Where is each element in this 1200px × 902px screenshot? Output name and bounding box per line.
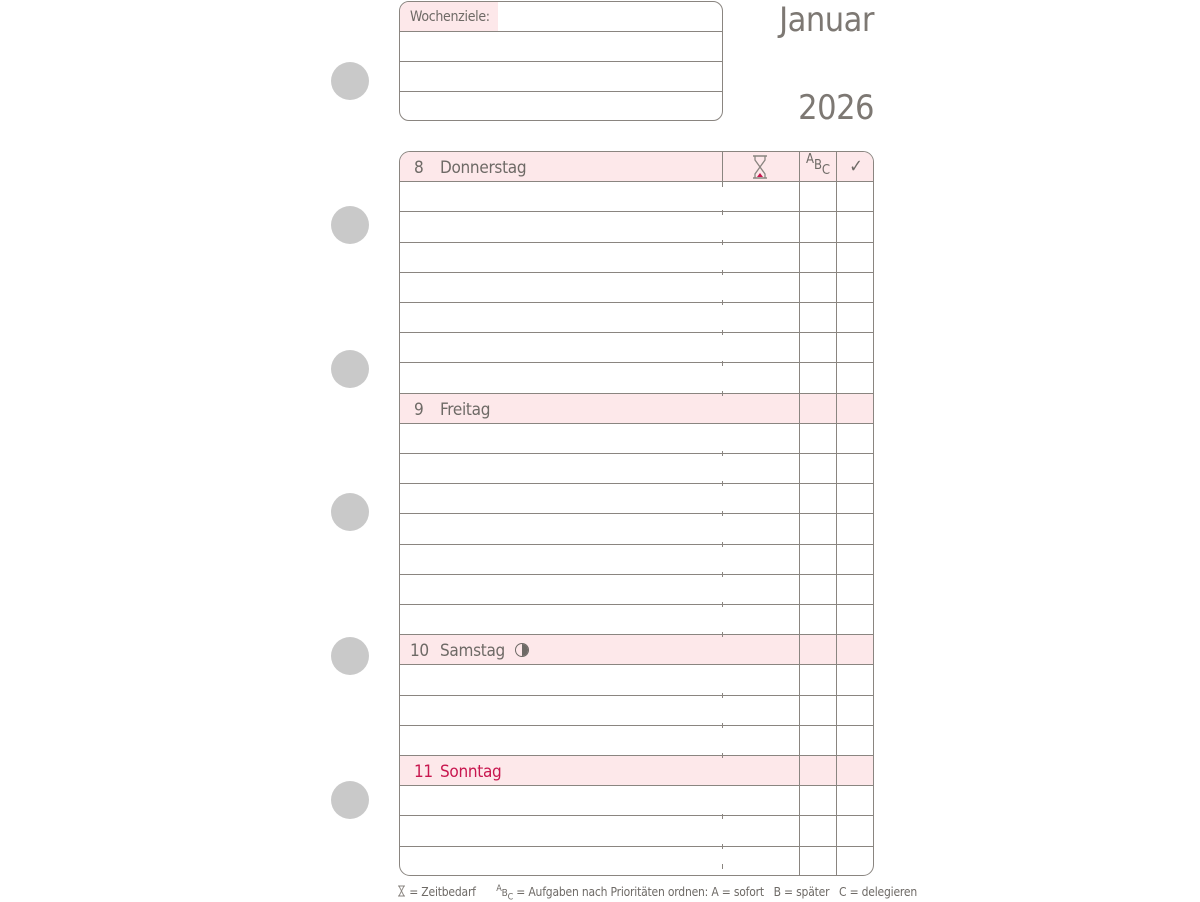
- day-name: Freitag: [440, 399, 491, 420]
- goals-row: [400, 62, 722, 92]
- time-tick: [722, 300, 723, 305]
- time-column-divider: [722, 152, 723, 187]
- time-tick: [722, 753, 723, 758]
- entry-row: [400, 182, 873, 212]
- day-name: Sonntag: [440, 762, 502, 782]
- time-tick: [722, 270, 723, 275]
- punch-hole-1: [331, 62, 369, 100]
- entry-row: [400, 847, 873, 876]
- half-moon-icon: [515, 643, 529, 657]
- entry-row: [400, 514, 873, 544]
- time-tick: [722, 361, 723, 366]
- priority-label-c: C: [821, 163, 830, 178]
- entry-row: [400, 212, 873, 242]
- month-title: Januar: [779, 0, 874, 40]
- priority-column-divider: [799, 152, 800, 875]
- time-tick: [722, 602, 723, 607]
- time-tick: [722, 864, 723, 869]
- goals-row: [400, 32, 722, 62]
- day-number: 10: [410, 641, 429, 662]
- time-tick: [722, 542, 723, 547]
- entry-row: [400, 363, 873, 393]
- day-name: Donnerstag: [440, 158, 527, 178]
- entry-row: [400, 665, 873, 695]
- legend-footer: [397, 884, 917, 902]
- day-name: Samstag: [440, 641, 505, 662]
- year-title: 2026: [798, 88, 874, 128]
- entry-row: [400, 273, 873, 303]
- legend-prio-text: = Aufgaben nach Prioritäten ordnen: A = sofort B = später C = delegieren: [516, 885, 917, 899]
- priority-label-a: A: [806, 152, 815, 167]
- weekly-goals-label: Wochenziele:: [400, 2, 498, 31]
- punch-hole-3: [331, 350, 369, 388]
- done-column-divider: [836, 152, 837, 875]
- day-number: 9: [414, 399, 424, 420]
- day-number: 8: [414, 158, 424, 178]
- entry-row: [400, 786, 873, 816]
- weekly-goals-box: [399, 1, 723, 121]
- priority-abc-header: [800, 152, 836, 182]
- entry-row: [400, 816, 873, 846]
- day-number: 11: [414, 762, 433, 782]
- entry-row: [400, 605, 873, 635]
- time-tick: [722, 632, 723, 637]
- entry-row: [400, 484, 873, 514]
- time-tick: [722, 330, 723, 335]
- punch-hole-6: [331, 781, 369, 819]
- hourglass-icon: [745, 152, 775, 182]
- entry-row: [400, 575, 873, 605]
- time-tick: [722, 844, 723, 849]
- time-tick: [722, 723, 723, 728]
- entry-row: [400, 303, 873, 333]
- legend-prio-c: C: [507, 892, 514, 902]
- priority-label-b: B: [814, 158, 822, 173]
- time-tick: [722, 572, 723, 577]
- time-tick: [722, 451, 723, 456]
- day-name-with-moon: [440, 635, 529, 667]
- time-tick: [722, 481, 723, 486]
- hourglass-icon: [397, 885, 406, 897]
- legend-prio-b: B: [501, 888, 508, 899]
- entry-row: [400, 545, 873, 575]
- entry-row: [400, 696, 873, 726]
- time-tick: [722, 391, 723, 396]
- time-tick: [722, 814, 723, 819]
- done-check-icon: ✓: [849, 156, 863, 177]
- time-tick: [722, 693, 723, 698]
- entry-row: [400, 454, 873, 484]
- entry-row: [400, 424, 873, 454]
- entry-row: [400, 726, 873, 756]
- legend-prio-a: A: [496, 884, 502, 894]
- punch-hole-4: [331, 493, 369, 531]
- entry-row: [400, 333, 873, 363]
- daily-planner-grid: [399, 151, 874, 876]
- time-tick: [722, 240, 723, 245]
- punch-hole-5: [331, 637, 369, 675]
- legend-time-text: = Zeitbedarf: [409, 885, 476, 899]
- entry-row: [400, 243, 873, 273]
- time-tick: [722, 210, 723, 215]
- time-tick: [722, 511, 723, 516]
- punch-hole-2: [331, 206, 369, 244]
